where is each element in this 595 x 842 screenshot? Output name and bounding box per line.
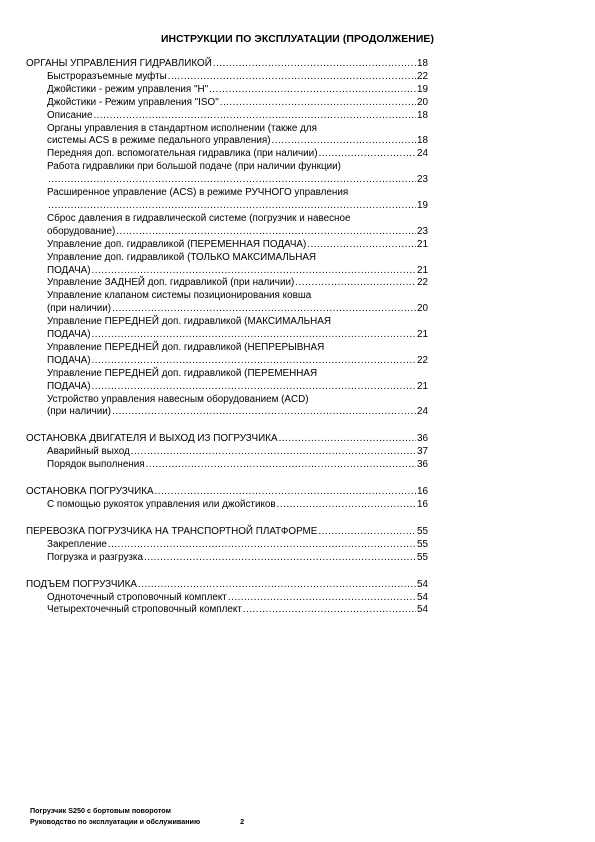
toc-entry[interactable] [26,368,428,394]
dot-leader [209,84,416,97]
toc-entry[interactable] [26,394,428,420]
toc-entry-label: Порядок выполнения [47,459,145,471]
toc-entry-label: С помощью рукояток управления или джойстиков [47,499,276,510]
toc-entry-label: Органы управления в стандартном исполнении (также для [47,122,317,134]
toc-entry[interactable] [26,290,428,316]
toc-entry[interactable] [26,239,428,252]
toc-page-number: 19 [417,83,428,95]
toc-entry-label: Управление доп. гидравликой (ПЕРЕМЕННАЯ ПОДАЧА) [47,238,307,250]
dot-leader [92,265,416,278]
toc-page-number: 20 [417,96,428,108]
dot-leader [48,200,416,213]
toc-entry[interactable] [26,499,428,512]
toc-page-number: 21 [417,380,428,392]
toc-entry-label: Управление ПЕРЕДНЕЙ доп. гидравликой (МАКСИМАЛЬНАЯ [47,316,331,328]
toc-heading-label: ОСТАНОВКА ДВИГАТЕЛЯ И ВЫХОД ИЗ ПОГРУЗЧИКА [26,433,278,445]
toc-entry-label: Управление доп. гидравликой (ТОЛЬКО МАКСИМАЛЬНАЯ [47,251,317,263]
footer-product-name: Погрузчик S250 с бортовым поворотом [30,806,171,815]
dot-leader [92,381,416,394]
toc-entry-label: системы ACS в режиме педального управления) [47,135,271,147]
toc-entry-label: Устройство управления навесным оборудованием (ACD) [47,393,309,405]
toc-entry-label: ПОДАЧА) [47,329,91,341]
dot-leader [116,226,416,239]
dot-leader [48,174,416,187]
toc-page-number: 37 [417,446,428,458]
toc-entry-label: Одноточечный строповочный комплект [47,591,227,603]
toc-page-number: 36 [417,433,428,445]
toc-entry-label: Погрузка и разгрузка [47,551,143,563]
toc-section-heading[interactable] [26,433,428,446]
dot-leader [318,148,416,161]
toc-entry-label: Четырехточечный строповочный комплект [47,604,242,616]
toc-page-number: 22 [417,277,428,289]
toc-page-number: 36 [417,459,428,471]
dot-leader [131,446,416,459]
page-footer [30,805,330,827]
toc-page-number: 18 [417,109,428,121]
dot-leader [146,459,416,472]
toc-entry-label: (при наличии) [47,406,112,418]
toc-entry[interactable] [26,187,428,213]
footer-page-number: 2 [240,817,245,826]
dot-leader [108,539,416,552]
toc-section [26,526,428,565]
dot-leader [228,592,416,605]
toc-page-number: 20 [417,303,428,315]
toc-section [26,486,428,512]
toc-entry-label: Передняя доп. вспомогательная гидравлика (при наличии) [47,148,318,160]
toc-section-heading[interactable] [26,579,428,592]
toc-heading-label: ПОДЪЕМ ПОГРУЗЧИКА [26,578,137,590]
toc-entry[interactable] [26,252,428,278]
dot-leader [155,486,416,499]
toc-page-number: 22 [417,70,428,82]
toc-page-number: 23 [417,225,428,237]
toc-entry[interactable] [26,446,428,459]
dot-leader [318,526,416,539]
page-title: ИНСТРУКЦИИ ПО ЭКСПЛУАТАЦИИ (ПРОДОЛЖЕНИЕ) [160,34,435,45]
footer-manual-name: Руководство по эксплуатации и обслуживанию [30,817,201,826]
toc-section [26,433,428,472]
toc-page-number: 21 [417,238,428,250]
toc-entry-label: ПОДАЧА) [47,354,91,366]
toc-entry-label: ПОДАЧА) [47,380,91,392]
toc-entry[interactable] [26,316,428,342]
dot-leader [168,71,416,84]
toc-entry-label: оборудование) [47,225,116,237]
toc-section [26,579,428,618]
dot-leader [243,604,416,617]
toc-page-number: 55 [417,551,428,563]
toc-entry[interactable] [26,459,428,472]
toc-entry-label: Аварийный выход [47,446,130,458]
toc-section-heading[interactable] [26,526,428,539]
dot-leader [307,239,416,252]
toc-page-number: 16 [417,499,428,510]
toc-entry[interactable] [26,84,428,97]
dot-leader [213,58,416,71]
toc-entry[interactable] [26,539,428,552]
toc-entry[interactable] [26,123,428,149]
dot-leader [295,277,416,290]
toc-entry[interactable] [26,110,428,123]
toc-heading-label: ПЕРЕВОЗКА ПОГРУЗЧИКА НА ТРАНСПОРТНОЙ ПЛАТФОРМЕ [26,525,318,537]
toc-page-number: 54 [417,604,428,616]
toc-heading-label: ОРГАНЫ УПРАВЛЕНИЯ ГИДРАВЛИКОЙ [26,58,212,69]
toc-entry-label: Расширенное управление (ACS) в режиме РУЧНОГО управления [47,187,349,199]
toc-page-number: 22 [417,354,428,366]
toc-entry[interactable] [26,604,428,617]
dot-leader [92,329,416,342]
toc-entry[interactable] [26,277,428,290]
toc-entry[interactable] [26,148,428,161]
toc-entry-label: Описание [47,109,93,121]
toc-entry[interactable] [26,592,428,605]
toc-page-number: 18 [417,58,428,69]
toc-page-number: 55 [417,525,428,537]
toc-entry-label: Сброс давления в гидравлической системе (погрузчик и навесное [47,212,351,224]
toc-page-number: 23 [417,174,428,186]
toc-entry-label: Управление ПЕРЕДНЕЙ доп. гидравликой (НЕПРЕРЫВНАЯ [47,341,325,353]
dot-leader [144,552,416,565]
toc-entry[interactable] [26,552,428,565]
toc-entry-label: Закрепление [47,538,107,550]
toc-entry-label: Управление клапаном системы позиционирования ковша [47,290,312,302]
toc-page-number: 21 [417,329,428,341]
toc-entry-label: Джойстики - Режим управления "ISO" [47,96,219,108]
toc-page-number: 24 [417,406,428,418]
toc-entry[interactable] [26,342,428,368]
toc-entry-label: ПОДАЧА) [47,264,91,276]
toc-entry-label: (при наличии) [47,303,112,315]
toc-page-number: 21 [417,264,428,276]
toc-page-number: 16 [417,486,428,498]
toc-entry[interactable] [26,71,428,84]
toc-entry-label: Быстроразъемные муфты [47,70,167,82]
toc-section-heading[interactable] [26,58,428,71]
toc-page-number: 19 [417,199,428,211]
dot-leader [277,499,416,512]
toc-entry-label: Управление ПЕРЕДНЕЙ доп. гидравликой (ПЕРЕМЕННАЯ [47,367,318,379]
toc-section-heading[interactable] [26,486,428,499]
toc-entry-label: Управление ЗАДНЕЙ доп. гидравликой (при наличии) [47,277,295,289]
toc-heading-label: ОСТАНОВКА ПОГРУЗЧИКА [26,486,154,498]
toc-entry[interactable] [26,97,428,110]
toc-page-number: 24 [417,148,428,160]
toc-page-number: 54 [417,591,428,603]
dot-leader [138,579,416,592]
toc-page-number: 55 [417,538,428,550]
toc-entry-label: Работа гидравлики при большой подаче (при наличии функции) [47,161,341,173]
toc-section [26,58,428,419]
dot-leader [92,355,416,368]
toc-entry-label: Джойстики - режим управления "H" [47,83,209,95]
toc-page-number: 18 [417,135,428,147]
toc-entry[interactable] [26,213,428,239]
dot-leader [112,406,416,419]
dot-leader [220,97,416,110]
dot-leader [112,303,416,316]
toc-page-number: 54 [417,578,428,590]
dot-leader [279,433,416,446]
toc-entry[interactable] [26,161,428,187]
dot-leader [93,110,416,123]
table-of-contents [26,58,428,631]
dot-leader [271,135,416,148]
